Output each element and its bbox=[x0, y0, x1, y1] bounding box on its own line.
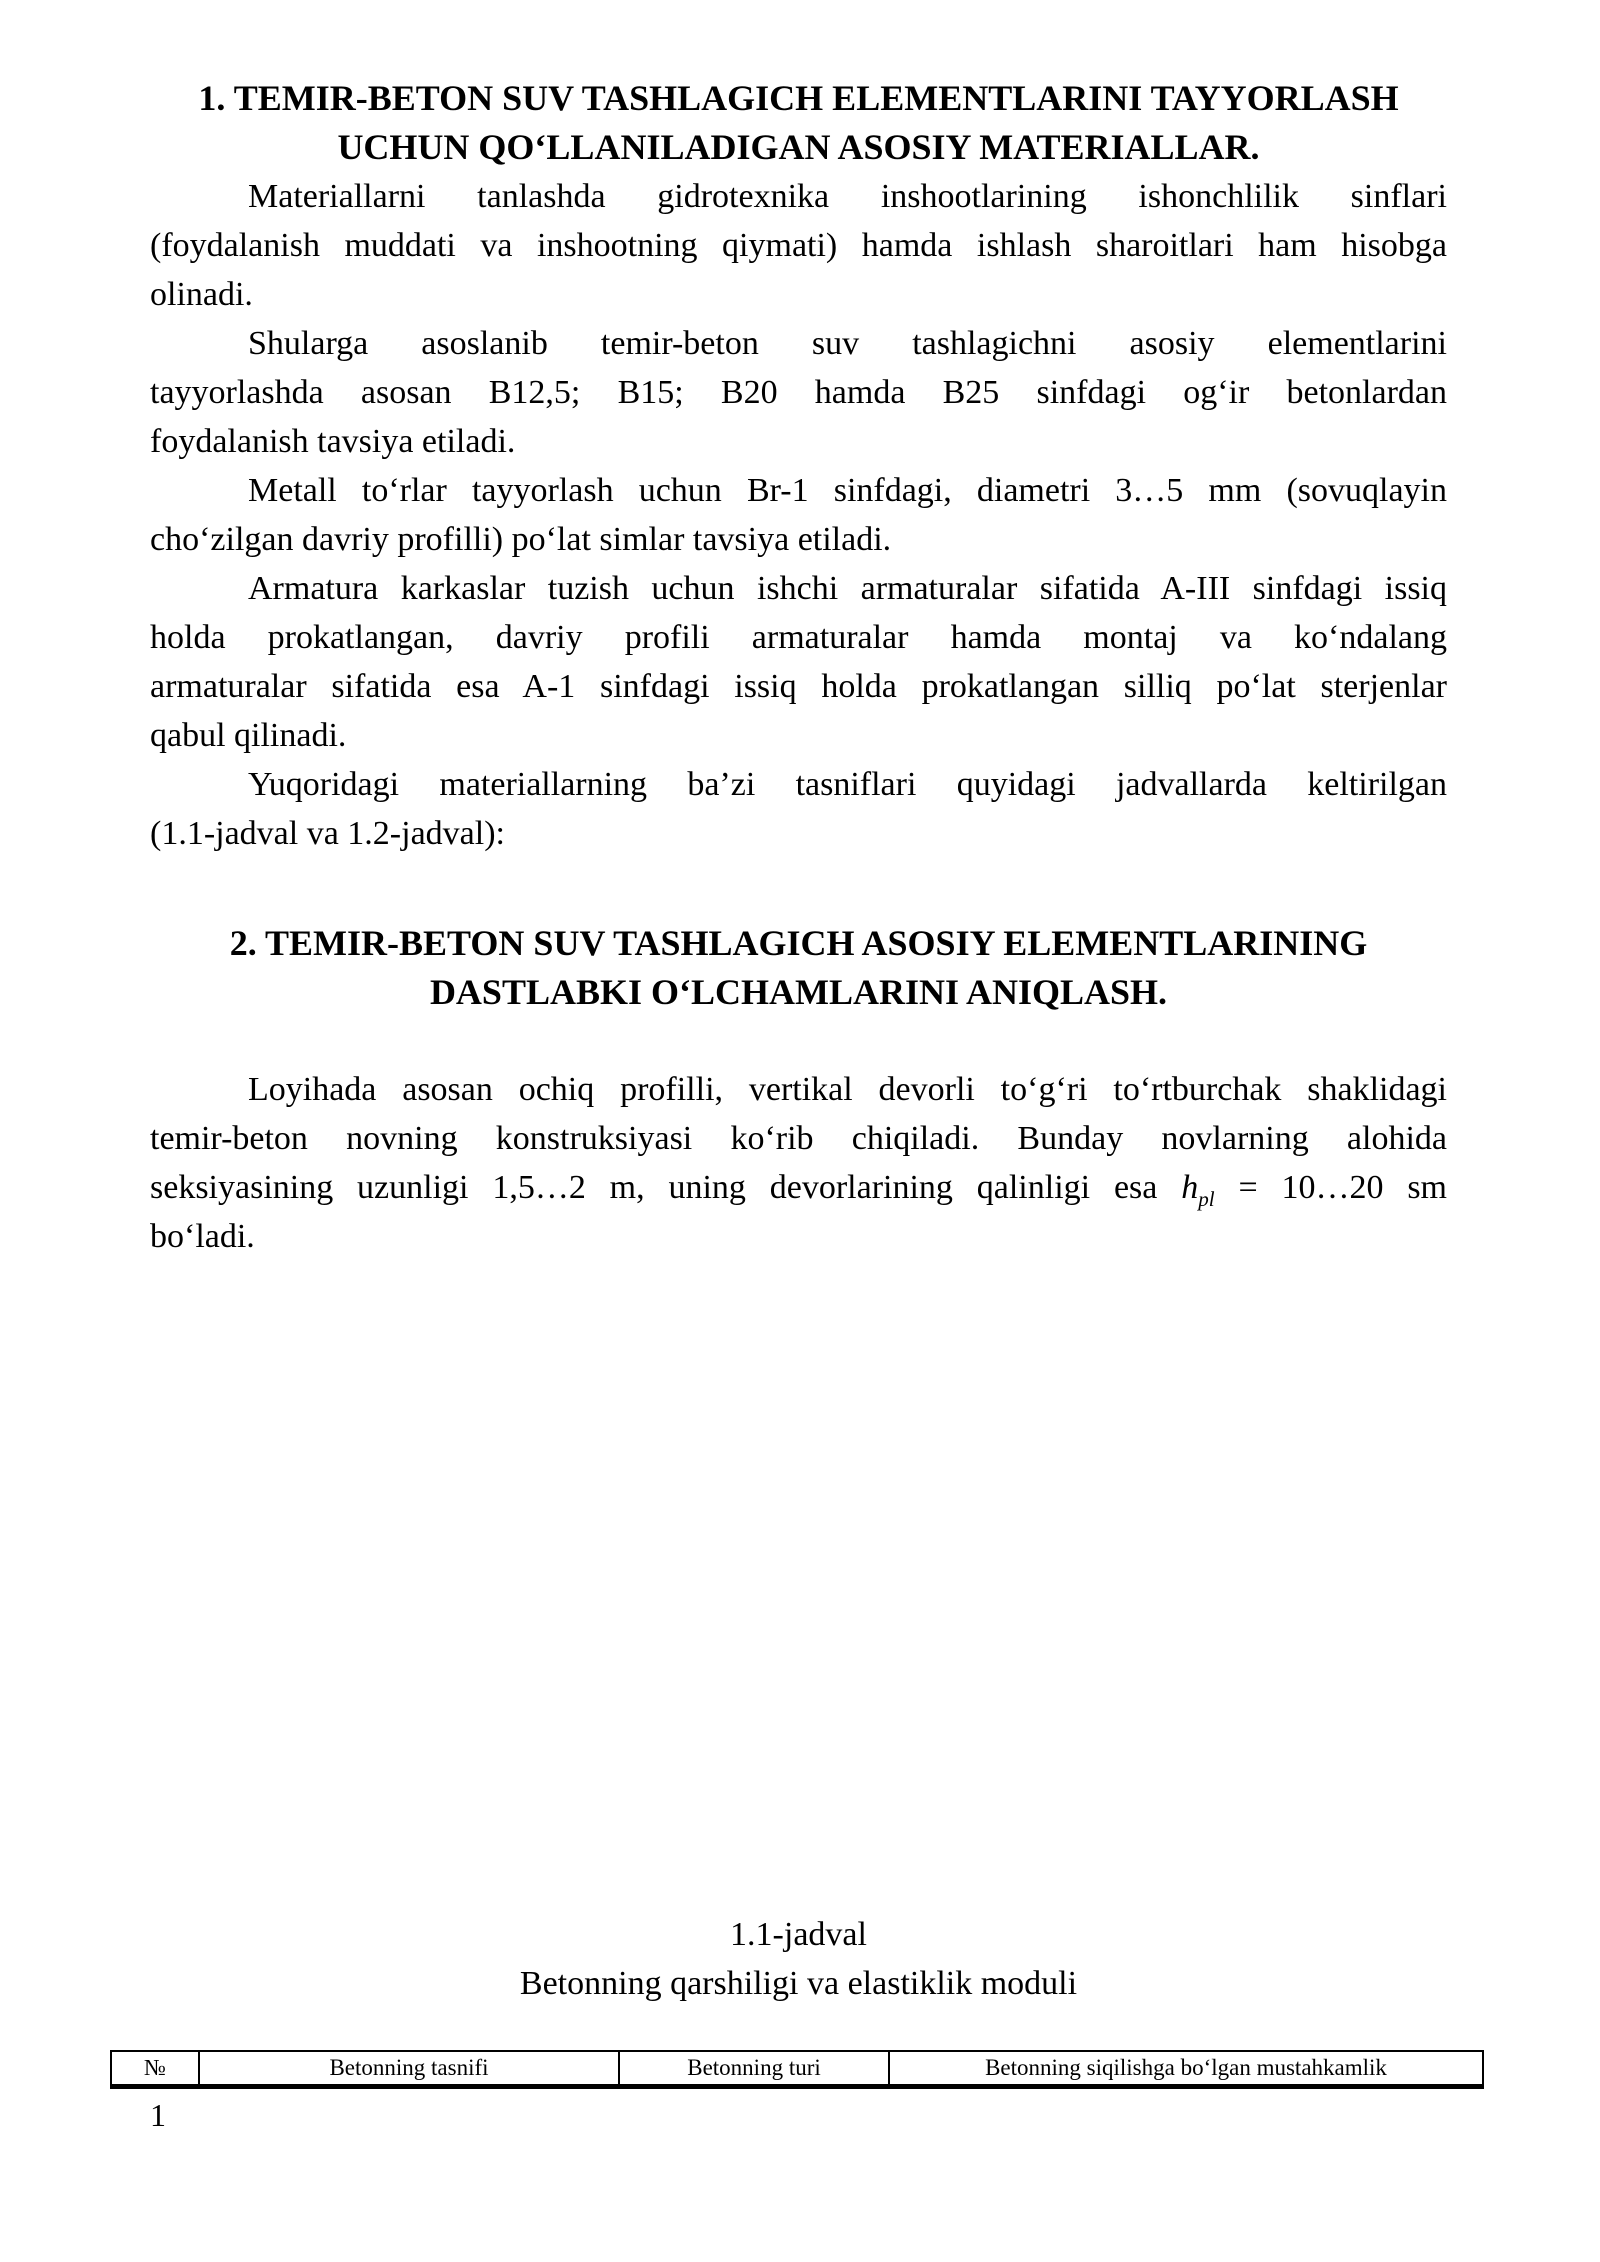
paragraph-1 bbox=[150, 172, 1447, 319]
text-line: temir-beton novning konstruksiyasi ko‘rib chiqiladi. Bunday novlarning alohida bbox=[150, 1120, 1447, 1157]
table-caption-number: 1.1-jadval bbox=[730, 1916, 867, 1953]
column-header: Betonning tasnifi bbox=[199, 2051, 619, 2087]
column-header: Betonning turi bbox=[619, 2051, 889, 2087]
text-line: foydalanish tavsiya etiladi. bbox=[150, 423, 516, 460]
text-line: (1.1-jadval va 1.2-jadval): bbox=[150, 815, 505, 852]
table-caption-title: Betonning qarshiligi va elastiklik moduli bbox=[519, 1965, 1078, 2002]
text-run: seksiyasining uzunligi 1,5…2 m, uning devorlarining qalinligi esa bbox=[150, 1169, 1182, 1206]
text-body bbox=[144, 74, 1447, 2140]
table-header-row bbox=[111, 2051, 1483, 2087]
text-line: Materiallarni tanlashda gidrotexnika inshootlarining ishonchlilik sinflari bbox=[248, 178, 1447, 215]
text-line: (foydalanish muddati va inshootning qiymati) hamda ishlash sharoitlari ham hisobga bbox=[150, 227, 1447, 264]
paragraph-3 bbox=[150, 466, 1447, 564]
text-line: Metall to‘rlar tayyorlash uchun Br-1 sinfdagi, diametri 3…5 mm (sovuqlayin bbox=[248, 472, 1447, 509]
text-line: bo‘ladi. bbox=[150, 1218, 255, 1255]
page-number: 1 bbox=[150, 2097, 166, 2133]
text-line: cho‘zilgan davriy profilli) po‘lat simlar tavsiya etiladi. bbox=[150, 521, 892, 558]
paragraph-4 bbox=[150, 564, 1447, 760]
text-line: holda prokatlangan, davriy profili armaturalar hamda montaj va ko‘ndalang bbox=[150, 619, 1447, 656]
section-2-heading bbox=[150, 919, 1447, 1017]
formula-text: pl bbox=[1198, 1186, 1215, 1211]
text-line: tayyorlashda asosan B12,5; B15; B20 hamda B25 sinfdagi og‘ir betonlardan bbox=[150, 374, 1447, 411]
table-caption bbox=[150, 1910, 1447, 2008]
heading-line: UCHUN QO‘LLANILADIGAN ASOSIY MATERIALLAR. bbox=[337, 127, 1260, 167]
concrete-properties-table bbox=[110, 2050, 1484, 2089]
heading-line: DASTLABKI O‘LCHAMLARINI ANIQLASH. bbox=[429, 972, 1168, 1012]
text-line: Armatura karkaslar tuzish uchun ishchi armaturalar sifatida A-III sinfdagi issiq bbox=[248, 570, 1447, 607]
text-line: Loyihada asosan ochiq profilli, vertikal devorli to‘g‘ri to‘rtburchak shaklidagi bbox=[248, 1071, 1447, 1108]
text-run: = 10…20 sm bbox=[1214, 1169, 1447, 1206]
text-line: olinadi. bbox=[150, 276, 253, 313]
text-line: Yuqoridagi materiallarning ba’zi tasniflari quyidagi jadvallarda keltirilgan bbox=[248, 766, 1447, 803]
text-line: Shularga asoslanib temir-beton suv tashlagichni asosiy elementlarini bbox=[248, 325, 1447, 362]
heading-line: 2. TEMIR-BETON SUV TASHLAGICH ASOSIY ELEMENTLARINING bbox=[229, 923, 1368, 963]
column-header: № bbox=[111, 2051, 199, 2087]
heading-line: 1. TEMIR-BETON SUV TASHLAGICH ELEMENTLARINI TAYYORLASH bbox=[198, 78, 1399, 118]
text-line bbox=[150, 1163, 1447, 1212]
paragraph-2 bbox=[150, 319, 1447, 466]
text-line: qabul qilinadi. bbox=[150, 717, 347, 754]
paragraph-6 bbox=[150, 1065, 1447, 1261]
text-line: armaturalar sifatida esa A-1 sinfdagi issiq holda prokatlangan silliq po‘lat sterjenlar bbox=[150, 668, 1447, 705]
column-header: Betonning siqilishga bo‘lgan mustahkamlik bbox=[889, 2051, 1483, 2087]
section-1-heading bbox=[150, 74, 1447, 172]
formula-text: h bbox=[1181, 1169, 1199, 1206]
paragraph-5 bbox=[150, 760, 1447, 858]
